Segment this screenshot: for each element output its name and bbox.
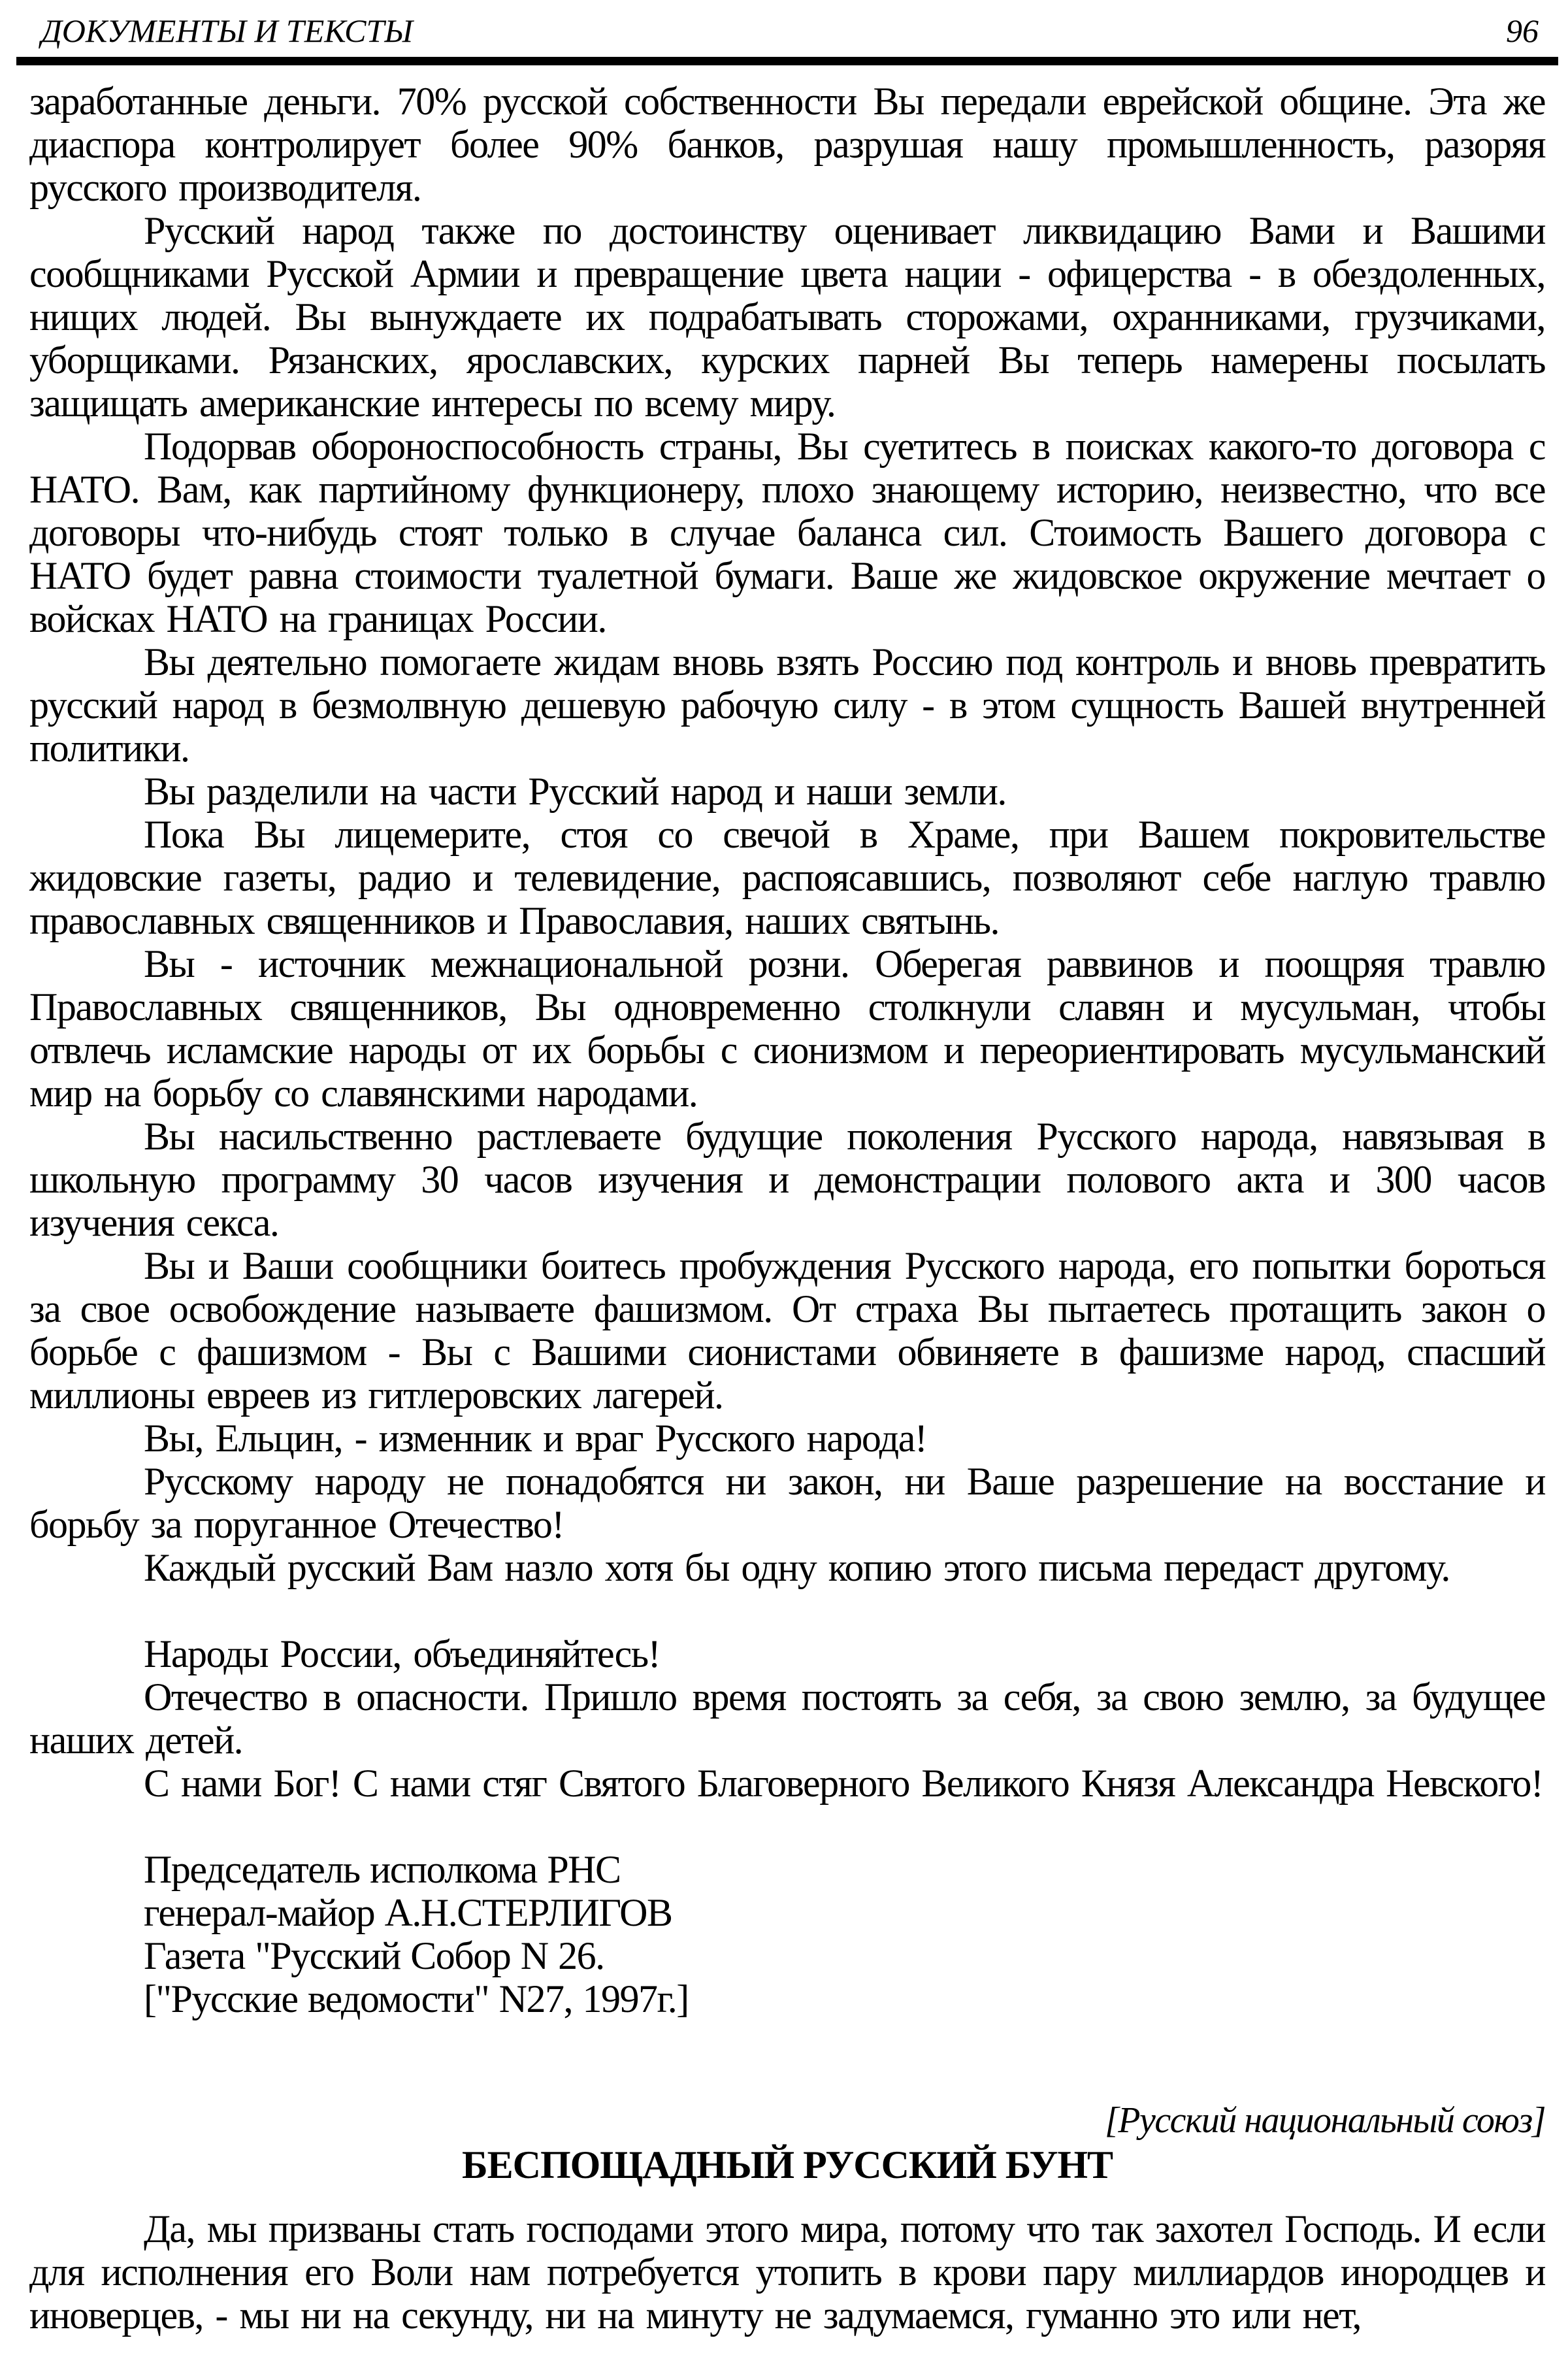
document-body [29, 80, 1545, 2337]
paragraph: Вы насильственно растлеваете будущие поколения Русского народа, навязывая в школьную программу 30 часов изучения и демонстрации полового акта и 300 часов изучения секса. [29, 1115, 1545, 1244]
signature-line: генерал-майор А.Н.СТЕРЛИГОВ [144, 1891, 672, 1934]
paragraph: Вы - источник межнациональной розни. Оберегая раввинов и поощряя травлю Православных священников, Вы одновременно столкнули славян и мусульман, чтобы отвлечь исламские народы от их борьбы с сионизмом и переориентировать мусульманский мир на борьбу со славянскими народами. [29, 942, 1545, 1115]
paragraph: Да, мы призваны стать господами этого мира, потому что так захотел Господь. И если для исполнения его Воли нам потребуется утопить в крови пару миллиардов инородцев и иноверцев, - мы ни на секунду, ни на минуту не задумаемся, гуманно это или нет, [29, 2207, 1545, 2337]
paragraph: Вы разделили на части Русский народ и наши земли. [144, 770, 1006, 813]
paragraph: Подорвав обороноспособность страны, Вы суетитесь в поисках какого-то договора с НАТО. Вам, как партийному функционеру, плохо знающему историю, неизвестно, что все договоры что-нибудь стоят только в случае баланса сил. Стоимость Вашего договора с НАТО будет равна стоимости туалетной бумаги. Ваше же жидовское окружение мечтает о войсках НАТО на границах России. [29, 425, 1545, 640]
paragraph: Русскому народу не понадобятся ни закон, ни Ваше разрешение на восстание и борьбу за поруганное Отечество! [29, 1460, 1545, 1546]
page-header [29, 10, 1545, 49]
paragraph: Каждый русский Вам назло хотя бы одну копию этого письма передаст другому. [144, 1546, 1450, 1589]
page-number: 96 [1506, 12, 1539, 49]
attribution-line: [Русский национальный союз] [1104, 2100, 1545, 2141]
signature-block [29, 1848, 1545, 2020]
signature-line: Газета "Русский Собор N 26. [144, 1934, 604, 1977]
article-title: БЕСПОЩАДНЫЙ РУССКИЙ БУНТ [461, 2143, 1113, 2186]
paragraph-continuation: заработанные деньги. 70% русской собственности Вы передали еврейской общине. Эта же диаспора контролирует более 90% банков, разрушая нашу промышленность, разоряя русского производителя. [29, 80, 1545, 209]
section-header-title: ДОКУМЕНТЫ И ТЕКСТЫ [41, 12, 413, 49]
paragraph: Отечество в опасности. Пришло время постоять за себя, за свою землю, за будущее наших детей. [29, 1675, 1545, 1762]
paragraph: Пока Вы лицемерите, стоя со свечой в Храме, при Вашем покровительстве жидовские газеты, радио и телевидение, распоясавшись, позволяют себе наглую травлю православных священников и Православия, наших святынь. [29, 813, 1545, 942]
paragraph: Вы деятельно помогаете жидам вновь взять Россию под контроль и вновь превратить русский народ в безмолвную дешевую рабочую силу - в этом сущность Вашей внутренней политики. [29, 640, 1545, 770]
paragraph: Вы и Ваши сообщники боитесь пробуждения Русского народа, его попытки бороться за свое освобождение называете фашизмом. От страха Вы пытаетесь протащить закон о борьбе с фашизмом - Вы с Вашими сионистами обвиняете в фашизме народ, спасший миллионы евреев из гитлеровских лагерей. [29, 1244, 1545, 1417]
signature-line: ["Русские ведомости" N27, 1997г.] [144, 1977, 689, 2020]
paragraph: Вы, Ельцин, - изменник и враг Русского народа! [144, 1417, 927, 1460]
signature-line: Председатель исполкома РНС [144, 1848, 621, 1891]
paragraph: Русский народ также по достоинству оценивает ликвидацию Вами и Вашими сообщниками Русской Армии и превращение цвета нации - офицерства - в обездоленных, нищих людей. Вы вынуждаете их подрабатывать сторожами, охранниками, грузчиками, уборщиками. Рязанских, ярославских, курских парней Вы теперь намерены посылать защищать американские интересы по всему миру. [29, 209, 1545, 425]
header-rule [16, 57, 1558, 65]
paragraph: С нами Бог! С нами стяг Святого Благоверного Великого Князя Александра Невского! [144, 1762, 1543, 1805]
paragraph: Народы России, объединяйтесь! [144, 1632, 661, 1675]
